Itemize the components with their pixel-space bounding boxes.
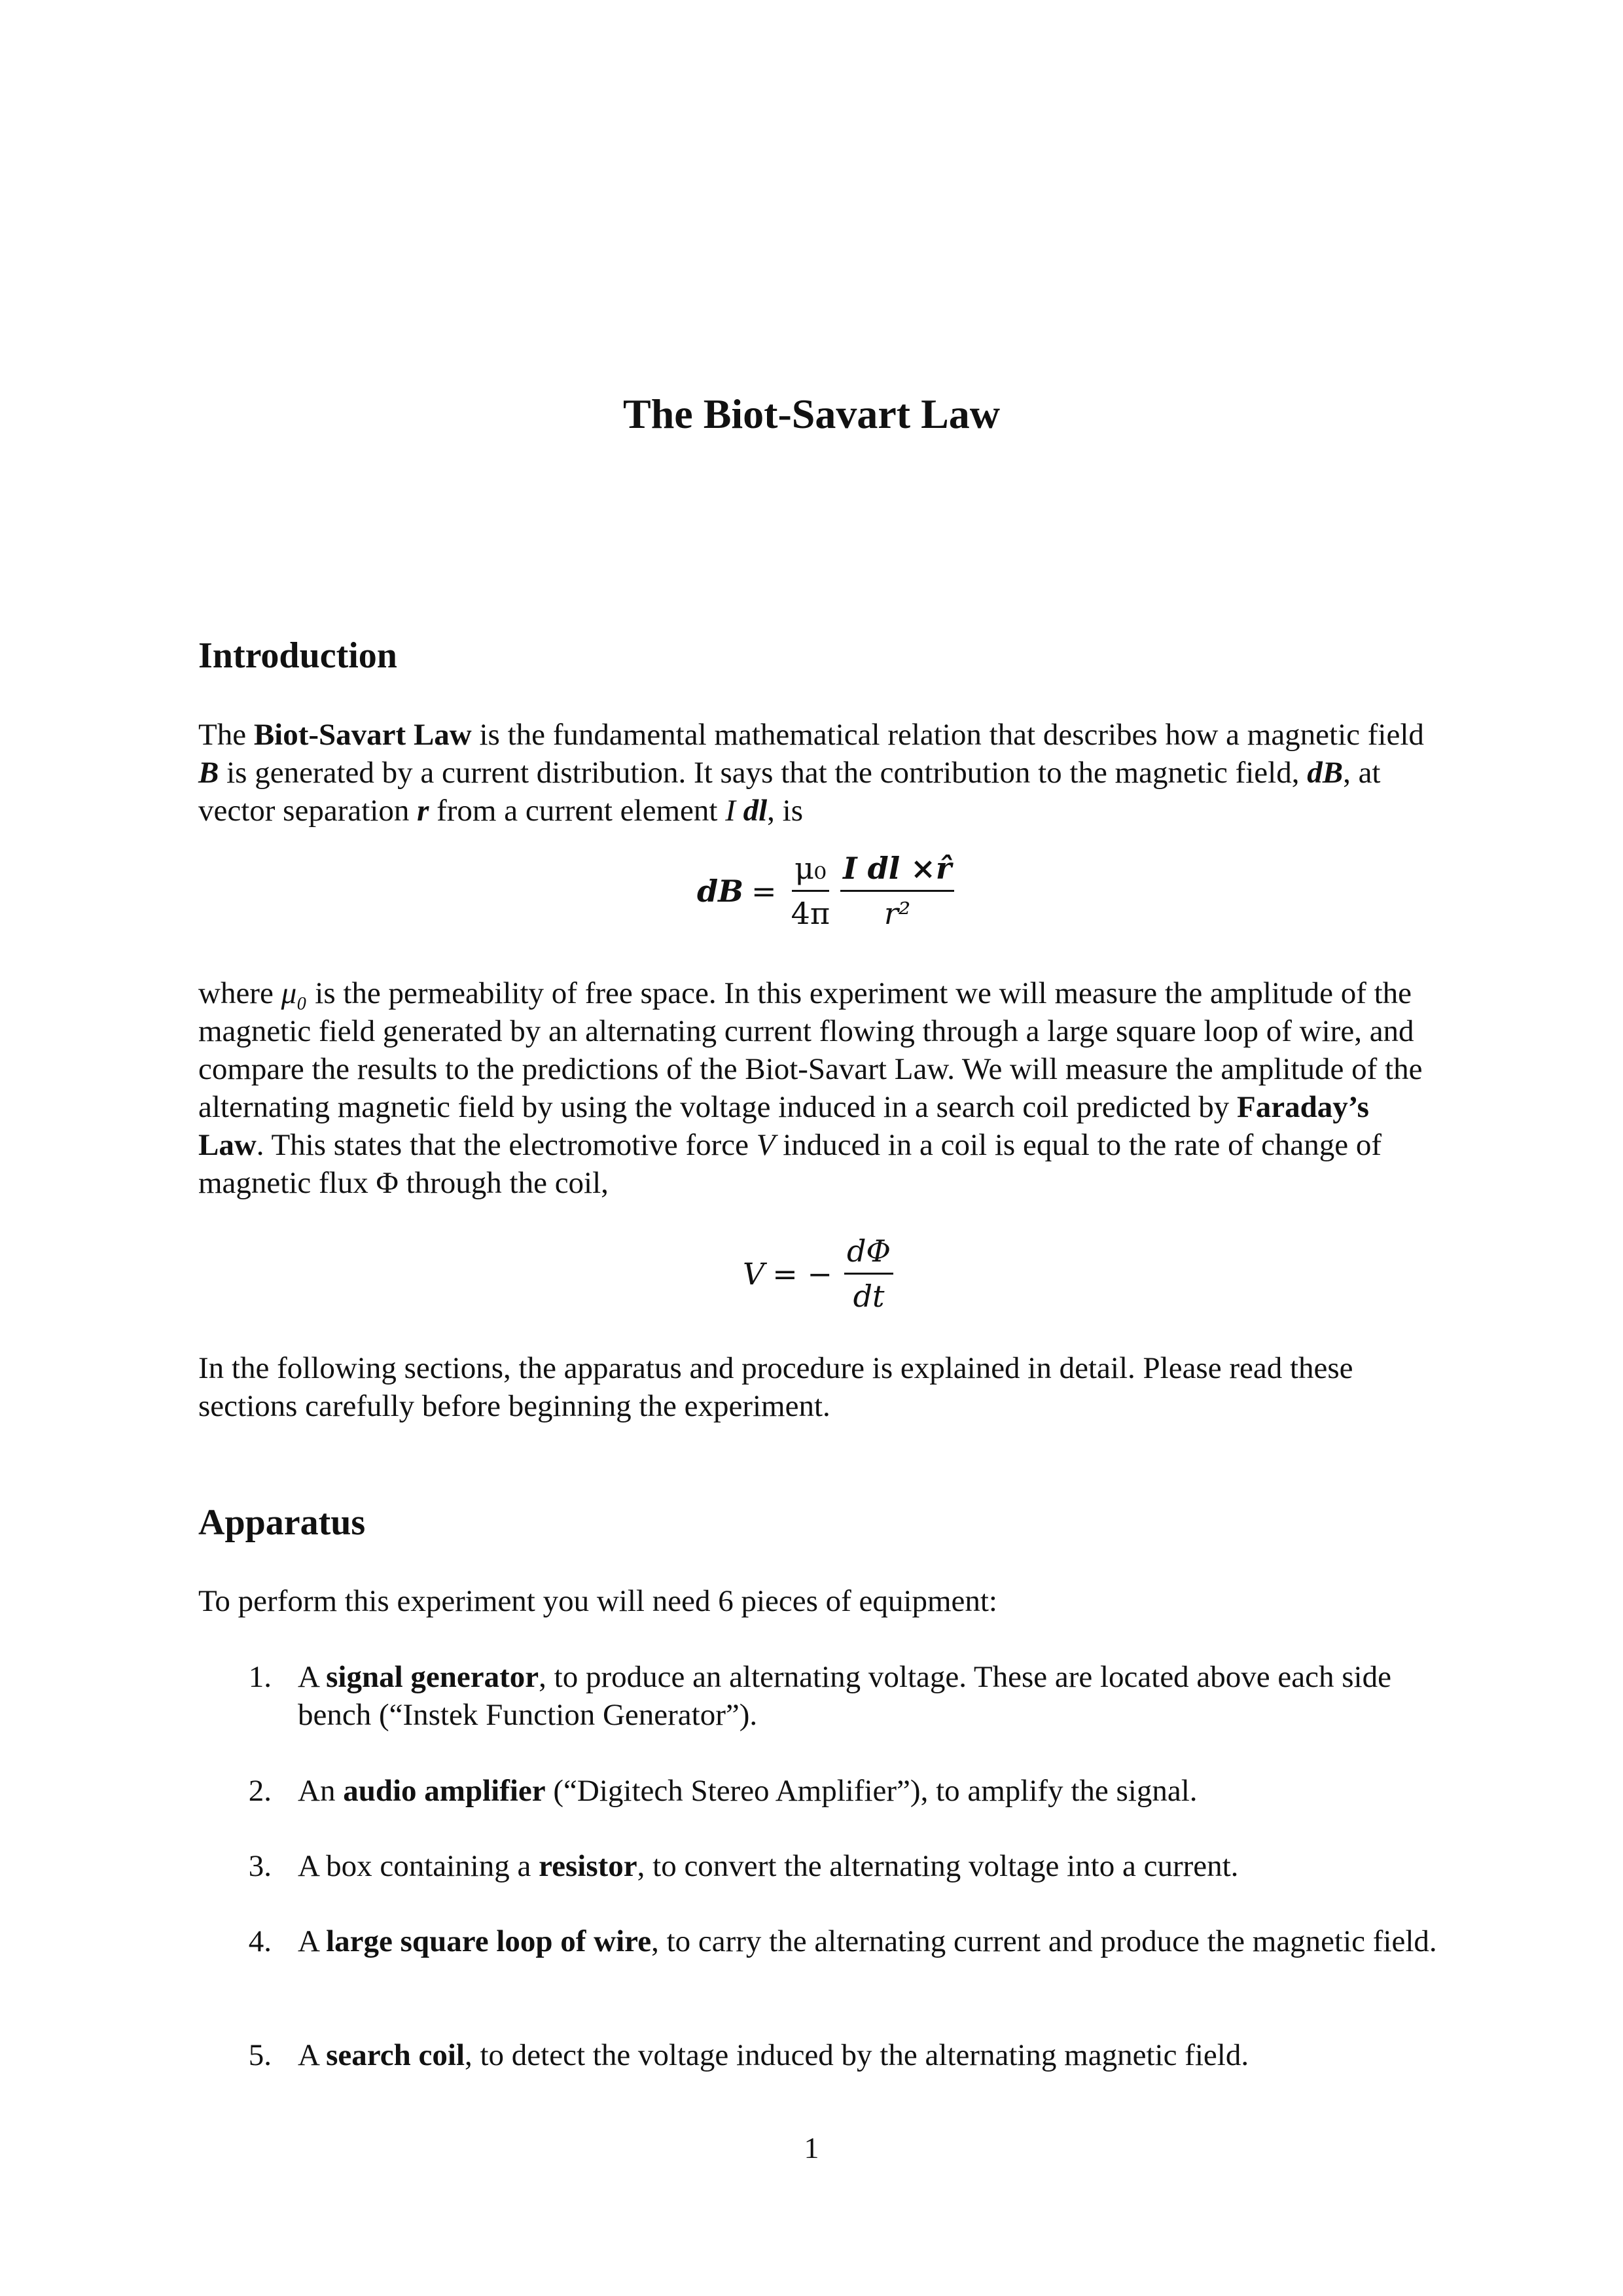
intro-paragraph-1: The Biot-Savart Law is the fundamental mathematical relation that describes how a magnetic field B is generated by a current distribution. It says that the contribution to the magnetic field, dB, at vector separation r from a current element I dl, is (198, 718, 1424, 828)
biot-savart-equation (697, 851, 958, 931)
introduction-heading: Introduction (198, 635, 397, 676)
eq1-coefficient-fraction (789, 851, 833, 931)
eq1-coef-numerator: μ₀ (792, 851, 829, 892)
apparatus-heading: Apparatus (198, 1502, 366, 1543)
eq1-coef-denominator: 4π (791, 896, 830, 931)
intro-paragraph-3: In the following sections, the apparatus and procedure is explained in detail. Please read these sections carefully before beginning the experiment. (198, 1351, 1353, 1423)
eq1-lhs: dB (697, 873, 744, 909)
intro-paragraph-2: where μ₀ is the permeability of free space. In this experiment we will measure the amplitude of the magnetic field generated by an alternating current flowing through a large square loop of wire, and compare the results to the predictions of the Biot-Savart Law. We will measure the amplitude of the alternating magnetic field by using the voltage induced in a search coil predicted by Faraday’s Law. This states that the electromotive force V induced in a coil is equal to the rate of change of magnetic flux Φ through the coil, (198, 976, 1423, 1200)
eq1-vec-denominator: r² (883, 896, 911, 931)
eq1-vec-numerator: I dl ×r̂ (840, 851, 954, 892)
faraday-equation (743, 1233, 897, 1314)
eq1-equals: = (751, 873, 777, 909)
page-title: The Biot-Savart Law (623, 391, 1000, 437)
page-number: 1 (804, 2131, 819, 2164)
eq2-fraction (844, 1233, 893, 1314)
eq1-vector-fraction (840, 851, 954, 931)
eq2-numerator: dΦ (844, 1233, 893, 1275)
eq2-denominator: dt (853, 1279, 885, 1314)
apparatus-intro: To perform this experiment you will need 6 pieces of equipment: (198, 1584, 997, 1618)
eq2-equals: = − (772, 1256, 832, 1292)
eq2-lhs: V (743, 1256, 765, 1292)
